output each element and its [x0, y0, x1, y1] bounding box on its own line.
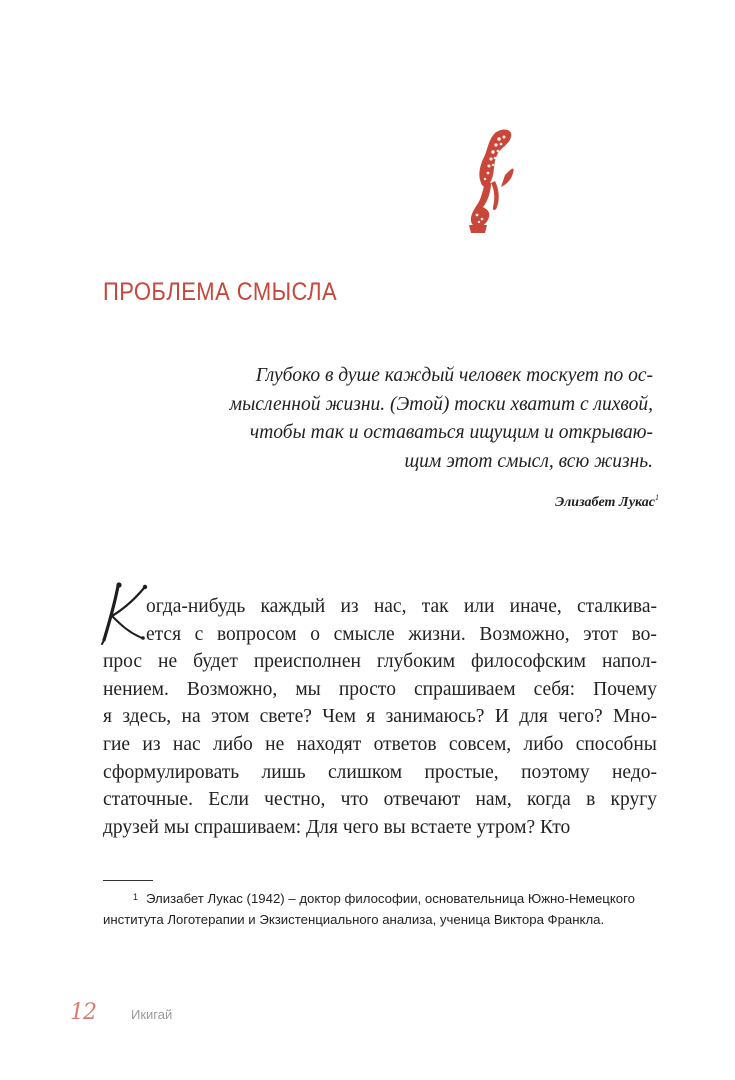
- body-line: гие из нас либо не находят ответов совсем, либо способны: [103, 733, 657, 755]
- body-line: ется с вопросом о смысле жизни. Возможно, этот во-: [146, 623, 657, 645]
- epigraph-line: Глубоко в душе каждый человек тоскует по ос-: [255, 365, 653, 386]
- epigraph: [183, 362, 653, 476]
- epigraph-line: чтобы так и оставаться ищущим и открываю-: [249, 422, 653, 443]
- epigraph-author-name: Элизабет Лукас: [555, 495, 655, 510]
- body-line: я здесь, на этом свете? Чем я занимаюсь? И для чего? Мно-: [103, 706, 657, 728]
- epigraph-line: щим этот смысл, всю жизнь.: [404, 450, 653, 472]
- body-text: [103, 593, 657, 841]
- plant-ornament-icon: [455, 125, 530, 240]
- footnote-divider: [103, 880, 153, 881]
- running-title: Икигай: [131, 1007, 173, 1022]
- body-line: статочные. Если честно, что отвечают нам, когда в кругу: [103, 789, 657, 811]
- body-line: нением. Возможно, мы просто спрашиваем себя: Почему: [103, 678, 657, 700]
- body-line: друзей мы спрашиваем: Для чего вы встаете утром? Кто: [103, 816, 571, 838]
- footnote-line: института Логотерапии и Экзистенциального анализа, ученица Виктора Франкла.: [103, 912, 605, 927]
- body-line: огда-нибудь каждый из нас, так или иначе, сталкива-: [146, 596, 657, 617]
- chapter-title: ПРОБЛЕМА СМЫСЛА: [103, 278, 338, 306]
- body-line: сформулировать лишь слишком простые, поэтому недо-: [103, 761, 657, 783]
- footnote-text: Элизабет Лукас (1942) – доктор философии, основательница Южно-Немецкого: [146, 891, 635, 906]
- epigraph-line: мысленной жизни. (Этой) тоски хватит с лихвой,: [229, 393, 653, 415]
- epigraph-author: [555, 495, 659, 511]
- page-number: 12: [70, 1000, 96, 1025]
- footnote-mark: 1: [133, 892, 139, 902]
- footnote-reference: 1: [655, 493, 659, 502]
- body-line: прос не будет преисполнен глубоким философским напол-: [103, 651, 657, 673]
- footnote-line: [103, 888, 663, 909]
- footnote: [103, 888, 663, 930]
